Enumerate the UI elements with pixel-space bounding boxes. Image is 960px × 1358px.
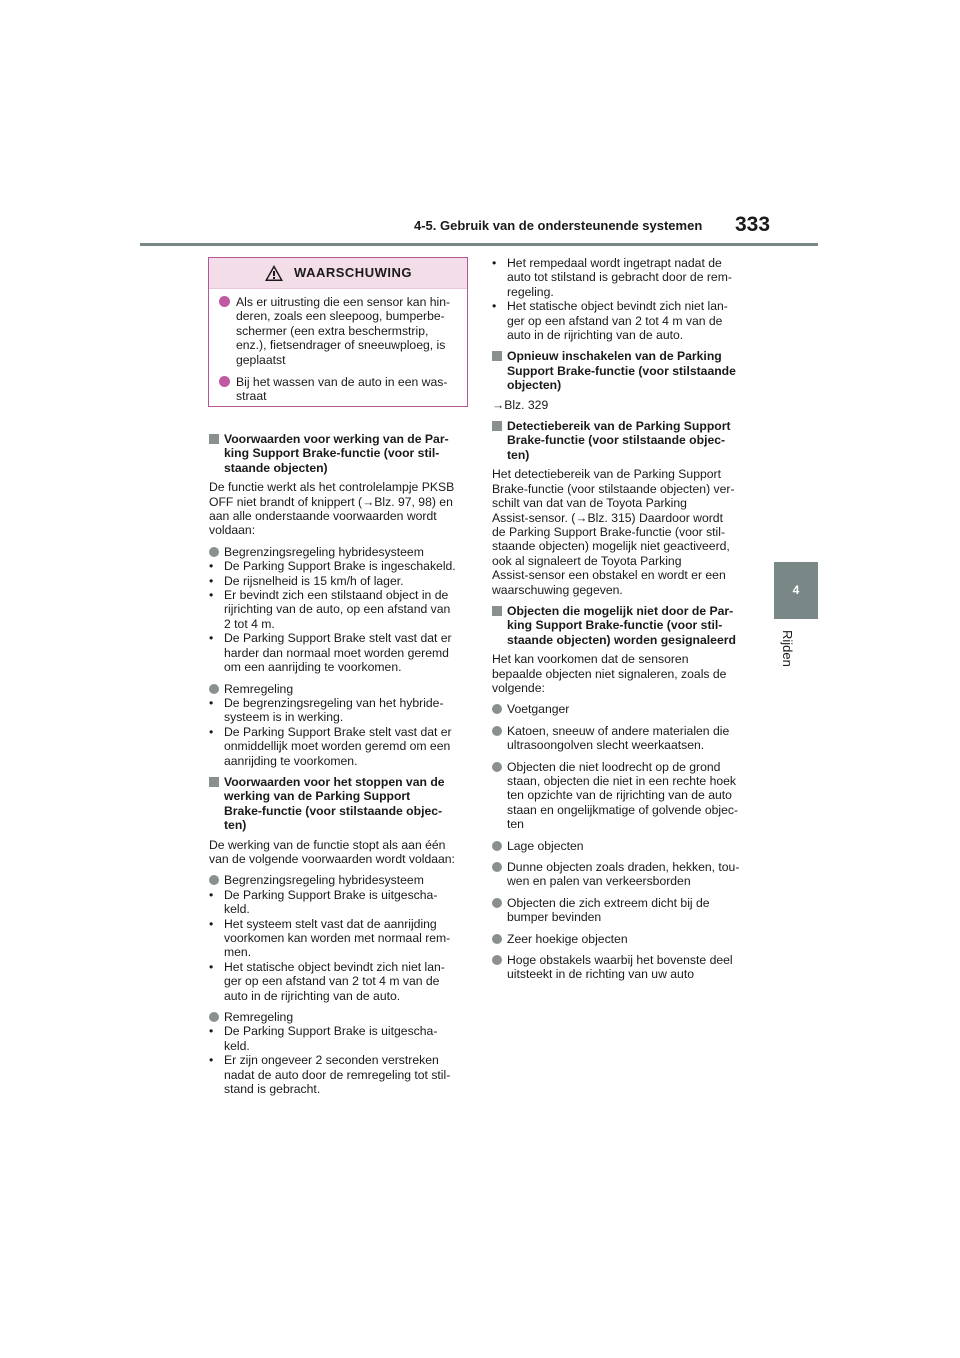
warning-box <box>208 257 468 407</box>
bullet-dot-icon <box>209 684 219 694</box>
section-heading: Detectiebereik van de Parking Support Brake-functie (voor stilstaande objec- ten) <box>492 419 756 462</box>
condition-group: Remregeling • De Parking Support Brake is uitgescha- keld. • Er zijn ongeveer 2 seconden verstreken nadat de auto door de remregeling tot stil- stand is gebracht. <box>209 1010 451 1097</box>
chapter-label: Rijden <box>780 630 795 667</box>
list-item: Dunne objecten zoals draden, hekken, tou- wen en palen van verkeersborden <box>492 860 756 889</box>
bullet-dot-icon <box>219 296 230 307</box>
header-divider <box>140 243 818 246</box>
bullet-dot-icon <box>492 862 502 872</box>
condition-group: Begrenzingsregeling hybridesysteem • De Parking Support Brake is ingeschakeld. • De rijsnelheid is 15 km/h of lager. • Er bevindt zich een stilstaand object in de rijrichting van de auto, op een afstand van 2 tot 4 m. • De Parking Support Brake stelt vast dat er harder dan normaal moet worden geremd om een aanrijding te voorkomen. <box>209 544 456 675</box>
left-column <box>209 432 471 1103</box>
square-bullet-icon <box>492 606 502 616</box>
section-heading: Opnieuw inschakelen van de Parking Support Brake-functie (voor stilstaande objecten) <box>492 349 756 392</box>
list-item: Het statische object bevindt zich niet lan- ger op een afstand van 2 tot 4 m van de auto in de rijrichting van de auto. <box>507 299 728 343</box>
list-item: Objecten die niet loodrecht op de grond staan, objecten die niet in een rechte hoek ten opzichte van de rijrichting van de auto staan en ongelijkmatige of golvende objec- ten <box>492 760 756 832</box>
square-bullet-icon <box>492 351 502 361</box>
bullet-dot-icon <box>492 841 502 851</box>
bullet-dot-icon <box>492 898 502 908</box>
condition-group: Remregeling • De begrenzingsregeling van het hybride- systeem is in werking. • De Parking Support Brake stelt vast dat er onmiddellijk moet worden geremd om een aanrijding te voorkomen. <box>209 681 452 768</box>
warning-triangle-icon <box>264 264 284 282</box>
section-heading: Voorwaarden voor het stoppen van de werking van de Parking Support Brake-functie (voor stilstaande objec- ten) <box>209 775 471 833</box>
page-number: 333 <box>735 213 771 236</box>
paragraph: Het detectiebereik van de Parking Support Brake-functie (voor stilstaande objecten) ver- schilt van dat van de Toyota Parking Assist-sensor. (→Blz. 315) Daardoor wordt de Parking Support Brake-functie (voor stil- staande objecten) mogelijk niet geactiveerd, ook al signaleert de Toyota Parking Assist-sensor een obstakel en wordt er een waarschuwing gegeven. <box>492 467 735 597</box>
list-item: Objecten die zich extreem dicht bij de bumper bevinden <box>492 896 756 925</box>
warning-item: Als er uitrusting die een sensor kan hin- deren, zoals een sleepoog, bumperbe- schermer (een extra beschermstrip, enz.), fietsendrager of sneeuwploeg, is geplaatst <box>219 295 459 367</box>
bullet-dot-icon <box>209 1012 219 1022</box>
paragraph: Het kan voorkomen dat de sensoren bepaalde objecten niet signaleren, zoals de volgende: <box>492 652 727 695</box>
list-item: Voetganger <box>492 702 756 716</box>
list-item: Lage objecten <box>492 839 756 853</box>
list-item: Het rempedaal wordt ingetrapt nadat de auto tot stilstand is gebracht door de rem- regeling. <box>507 256 732 299</box>
bullet-dot-icon <box>492 726 502 736</box>
section-heading: Voorwaarden voor werking van de Par- king Support Brake-functie (voor stil- staande objecten) <box>209 432 471 475</box>
condition-group: Begrenzingsregeling hybridesysteem • De Parking Support Brake is uitgescha- keld. • Het systeem stelt vast dat de aanrijding voorkomen kan worden met normaal rem- men. • Het statische object bevindt zich niet lan- ger op een afstand van 2 tot 4 m van de auto in de rijrichting van de auto. <box>209 873 451 1003</box>
bullet-dot-icon <box>219 376 230 387</box>
bullet-dot-icon <box>209 875 219 885</box>
warning-title: WAARSCHUWING <box>294 264 412 280</box>
square-bullet-icon <box>209 434 219 444</box>
bullet-dot-icon <box>492 934 502 944</box>
bullet-dot-icon <box>492 955 502 965</box>
paragraph: De functie werkt als het controlelampje PKSB OFF niet brandt of knippert (→Blz. 97, 98) en aan alle onderstaande voorwaarden wordt voldaan: <box>209 480 455 538</box>
warning-header <box>209 258 467 289</box>
right-column: • Het rempedaal wordt ingetrapt nadat de auto tot stilstand is gebracht door de rem- regeling. • Het statische object bevindt zich niet lan- ger op een afstand van 2 tot 4 m van de auto in de rijrichting van de auto. Opnieuw inschakelen van de Parking Support Brake-functie (voor stilstaande objecten) →Blz. 329 Detectiebereik van de Parking Support Brake-functie (voor stilstaande objec- ten) Het detectiebereik van de Parking Support Brake-functie (voor stilstaande objecten) ver- schilt van dat van de Toyota Parking Assist-sensor. (→Blz. 315) Daardoor wordt de Parking Support Brake-functie (voor stil- staande objecten) mogelijk niet geactiveerd, ook al signaleert de Toyota Parking Assist-sensor een obstakel en wordt er een waarschuwing gegeven. Objecten die mogelijk niet door de Par- king Support Brake-functie (voor stil- staande objecten) worden gesignaleerd Het kan voorkomen dat de sensoren bepaalde objecten niet signaleren, zoals de volgende: Voetganger Katoen, sneeuw of andere materialen die ultrasoongolven slecht weerkaatsen. Objecten die niet loodrecht op de grond staan, objecten die niet in een rechte hoek ten opzichte van de rijrichting van de auto staan en ongelijkmatige of golvende objec- ten Lage objecten Dunne objecten zoals draden, hekken, tou- wen en palen van verkeersborden Objecten die zich extreem dicht bij de bumper bevinden Zeer hoekige objecten Hoge obstakels waarbij het bovenste deel uitsteekt in de richting van uw auto <box>492 256 756 989</box>
list-item: Zeer hoekige objecten <box>492 932 756 946</box>
bullet-dot-icon <box>209 547 219 557</box>
section-heading: Objecten die mogelijk niet door de Par- king Support Brake-functie (voor stil- staande objecten) worden gesignaleerd <box>492 604 756 647</box>
list-item: Hoge obstakels waarbij het bovenste deel uitsteekt in de richting van uw auto <box>492 953 756 982</box>
bullet-dot-icon <box>492 762 502 772</box>
warning-item: Bij het wassen van de auto in een was- straat <box>219 375 459 404</box>
section-header-title: 4-5. Gebruik van de ondersteunende systemen <box>414 218 703 233</box>
square-bullet-icon <box>209 777 219 787</box>
square-bullet-icon <box>492 421 502 431</box>
list-item: Katoen, sneeuw of andere materialen die ultrasoongolven slecht weerkaatsen. <box>492 724 756 753</box>
paragraph: De werking van de functie stopt als aan één van de volgende voorwaarden wordt voldaan: <box>209 837 455 866</box>
page-reference-link[interactable]: →Blz. 329 <box>492 397 549 412</box>
bullet-dot-icon <box>492 704 502 714</box>
chapter-tab[interactable]: 4 <box>774 562 818 619</box>
